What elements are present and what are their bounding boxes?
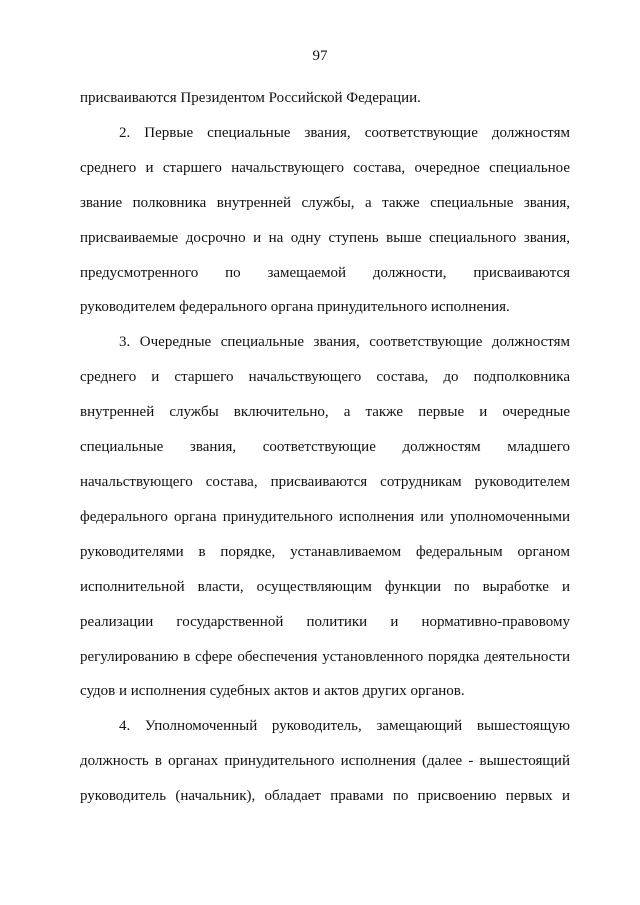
paragraph-item-2: 2. Первые специальные звания, соответствующие должностям среднего и старшего начальствующего состава, очередное специальное звание полковника внутренней службы, а также специальные звания, присваиваемые досрочно и на одну ступень выше специального звания, предусмотренного по замещаемой должности, присваиваются руководителем федерального органа принудительного исполнения. [80,124,570,316]
page-number: 97 [312,48,328,64]
paragraph-item-3: 3. Очередные специальные звания, соответствующие должностям среднего и старшего начальствующего состава, до подполковника внутренней службы включительно, а также первые и очередные специальные звания, соответствующие должностям младшего начальствующего состава, присваиваются сотрудникам руководителем федерального органа принудительного исполнения или уполномоченными руководителями в порядке, устанавливаемом федеральным органом исполнительной власти, осуществляющим функции по выработке и реализации государственной политики и нормативно-правовому регулированию в сфере обеспечения установленного порядка деятельности судов и исполнения судебных актов и актов других органов. [80,334,570,700]
paragraph-item-4: 4. Уполномоченный руководитель, замещающий вышестоящую должность в органах принудительного исполнения (далее - вышестоящий руководитель (начальник), обладает правами по присвоению первых и [80,718,570,805]
document-body [80,81,570,814]
paragraph-continuation: присваиваются Президентом Российской Федерации. [80,90,421,106]
